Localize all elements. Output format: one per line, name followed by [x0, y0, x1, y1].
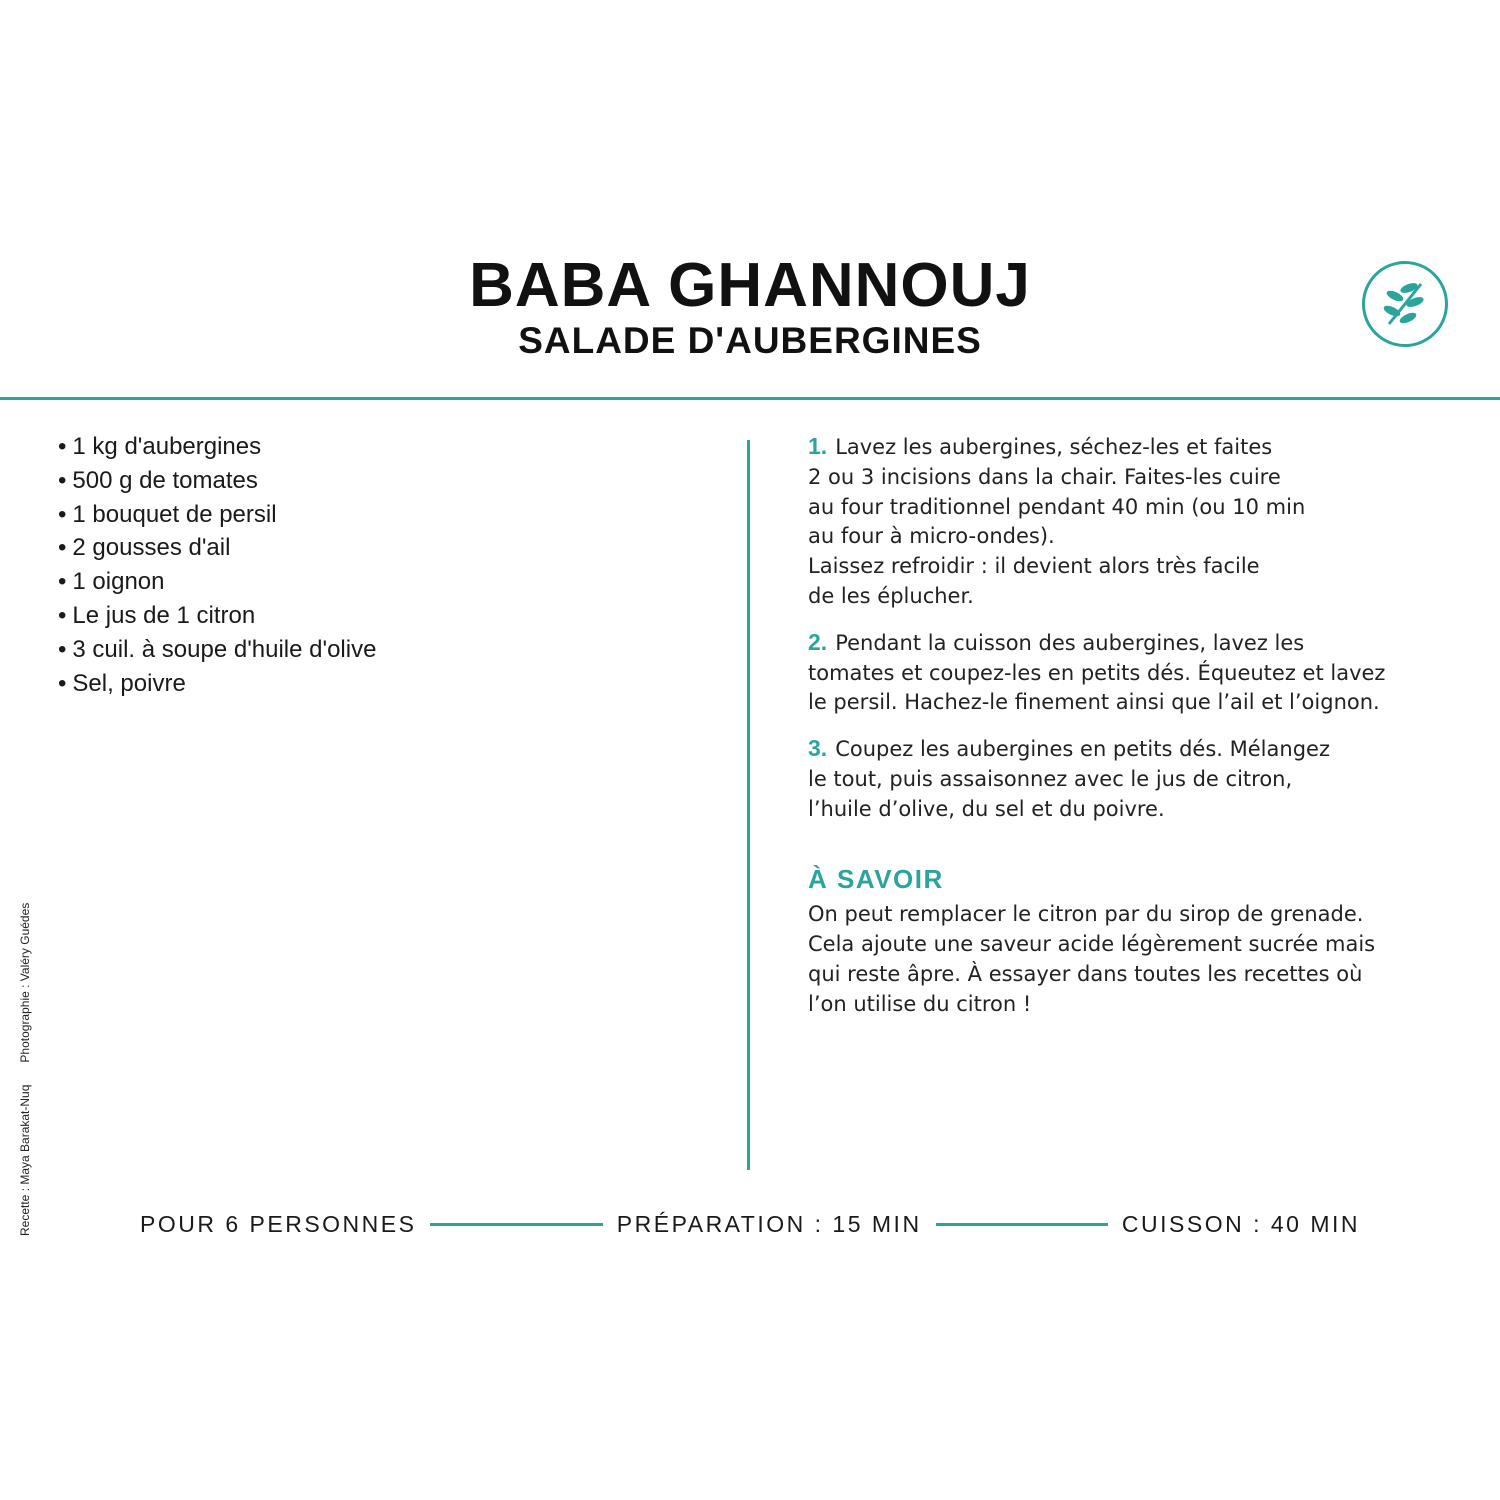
ingredient-item: • 2 gousses d'ail [58, 531, 376, 565]
tip-heading: À SAVOIR [808, 863, 944, 894]
tip-line: qui reste âpre. À essayer dans toutes les recettes où [808, 961, 1363, 986]
photo-credit: Photographie : Valéry Guédes [18, 902, 32, 1063]
recipe-info-bar [140, 1208, 1360, 1240]
step-line: Laissez refroidir : il devient alors très facile [808, 554, 1260, 579]
ingredient-item: • Le jus de 1 citron [58, 599, 376, 633]
logo-badge [1362, 261, 1448, 347]
step-number: 2. [808, 628, 828, 655]
preparation-time: PRÉPARATION : 15 MIN [616, 1210, 922, 1237]
step-line: l’huile d’olive, du sel et du poivre. [808, 796, 1165, 821]
recipe-credit: Recette : Maya Barakat-Nuq [18, 1084, 32, 1236]
step-line [808, 432, 1448, 463]
ingredient-item: • 1 bouquet de persil [58, 498, 376, 532]
step-2 [808, 628, 1448, 718]
header-divider [0, 397, 1500, 400]
tip-line: Cela ajoute une saveur acide légèrement sucrée mais [808, 932, 1376, 957]
cooking-time: CUISSON : 40 MIN [1121, 1210, 1361, 1237]
info-separator [430, 1223, 602, 1226]
step-line: 2 ou 3 incisions dans la chair. Faites-les cuire [808, 464, 1281, 489]
step-number: 1. [808, 433, 828, 459]
ingredient-item: • 1 oignon [58, 565, 376, 599]
step-line: le persil. Hachez-le finement ainsi que l’ail et l’oignon. [808, 690, 1380, 715]
step-line [808, 628, 1448, 659]
step-text: Coupez les aubergines en petits dés. Mélangez [835, 737, 1330, 762]
recipe-title: BABA GHANNOUJ [469, 251, 1031, 320]
servings: POUR 6 PERSONNES [140, 1210, 417, 1237]
ingredient-item: • 3 cuil. à soupe d'huile d'olive [58, 633, 376, 667]
step-1 [808, 432, 1448, 612]
credits [18, 881, 32, 1236]
tip-line: On peut remplacer le citron par du sirop de grenade. [808, 902, 1364, 927]
recipe-subtitle: SALADE D'AUBERGINES [518, 320, 982, 361]
step-text: Pendant la cuisson des aubergines, lavez les [835, 630, 1305, 655]
step-line [808, 734, 1448, 765]
step-line: au four à micro-ondes). [808, 524, 1055, 549]
info-separator [936, 1223, 1108, 1226]
step-number: 3. [808, 735, 828, 762]
leaf-branch-icon [1365, 264, 1445, 344]
step-3 [808, 734, 1448, 824]
ingredient-item: • Sel, poivre [58, 667, 376, 701]
tip-line: l’on utilise du citron ! [808, 991, 1032, 1016]
step-line: le tout, puis assaisonnez avec le jus de citron, [808, 766, 1293, 791]
instructions [808, 432, 1448, 1020]
column-divider [747, 440, 750, 1170]
step-line: au four traditionnel pendant 40 min (ou 10 min [808, 494, 1306, 519]
ingredient-item: • 1 kg d'aubergines [58, 430, 376, 464]
step-line: tomates et coupez-les en petits dés. Équeutez et lavez [808, 660, 1386, 685]
step-line: de les éplucher. [808, 583, 974, 608]
tip-body [808, 900, 1448, 1019]
ingredients-list [58, 430, 376, 700]
step-text: Lavez les aubergines, séchez-les et faites [835, 435, 1273, 459]
ingredient-item: • 500 g de tomates [58, 464, 376, 498]
